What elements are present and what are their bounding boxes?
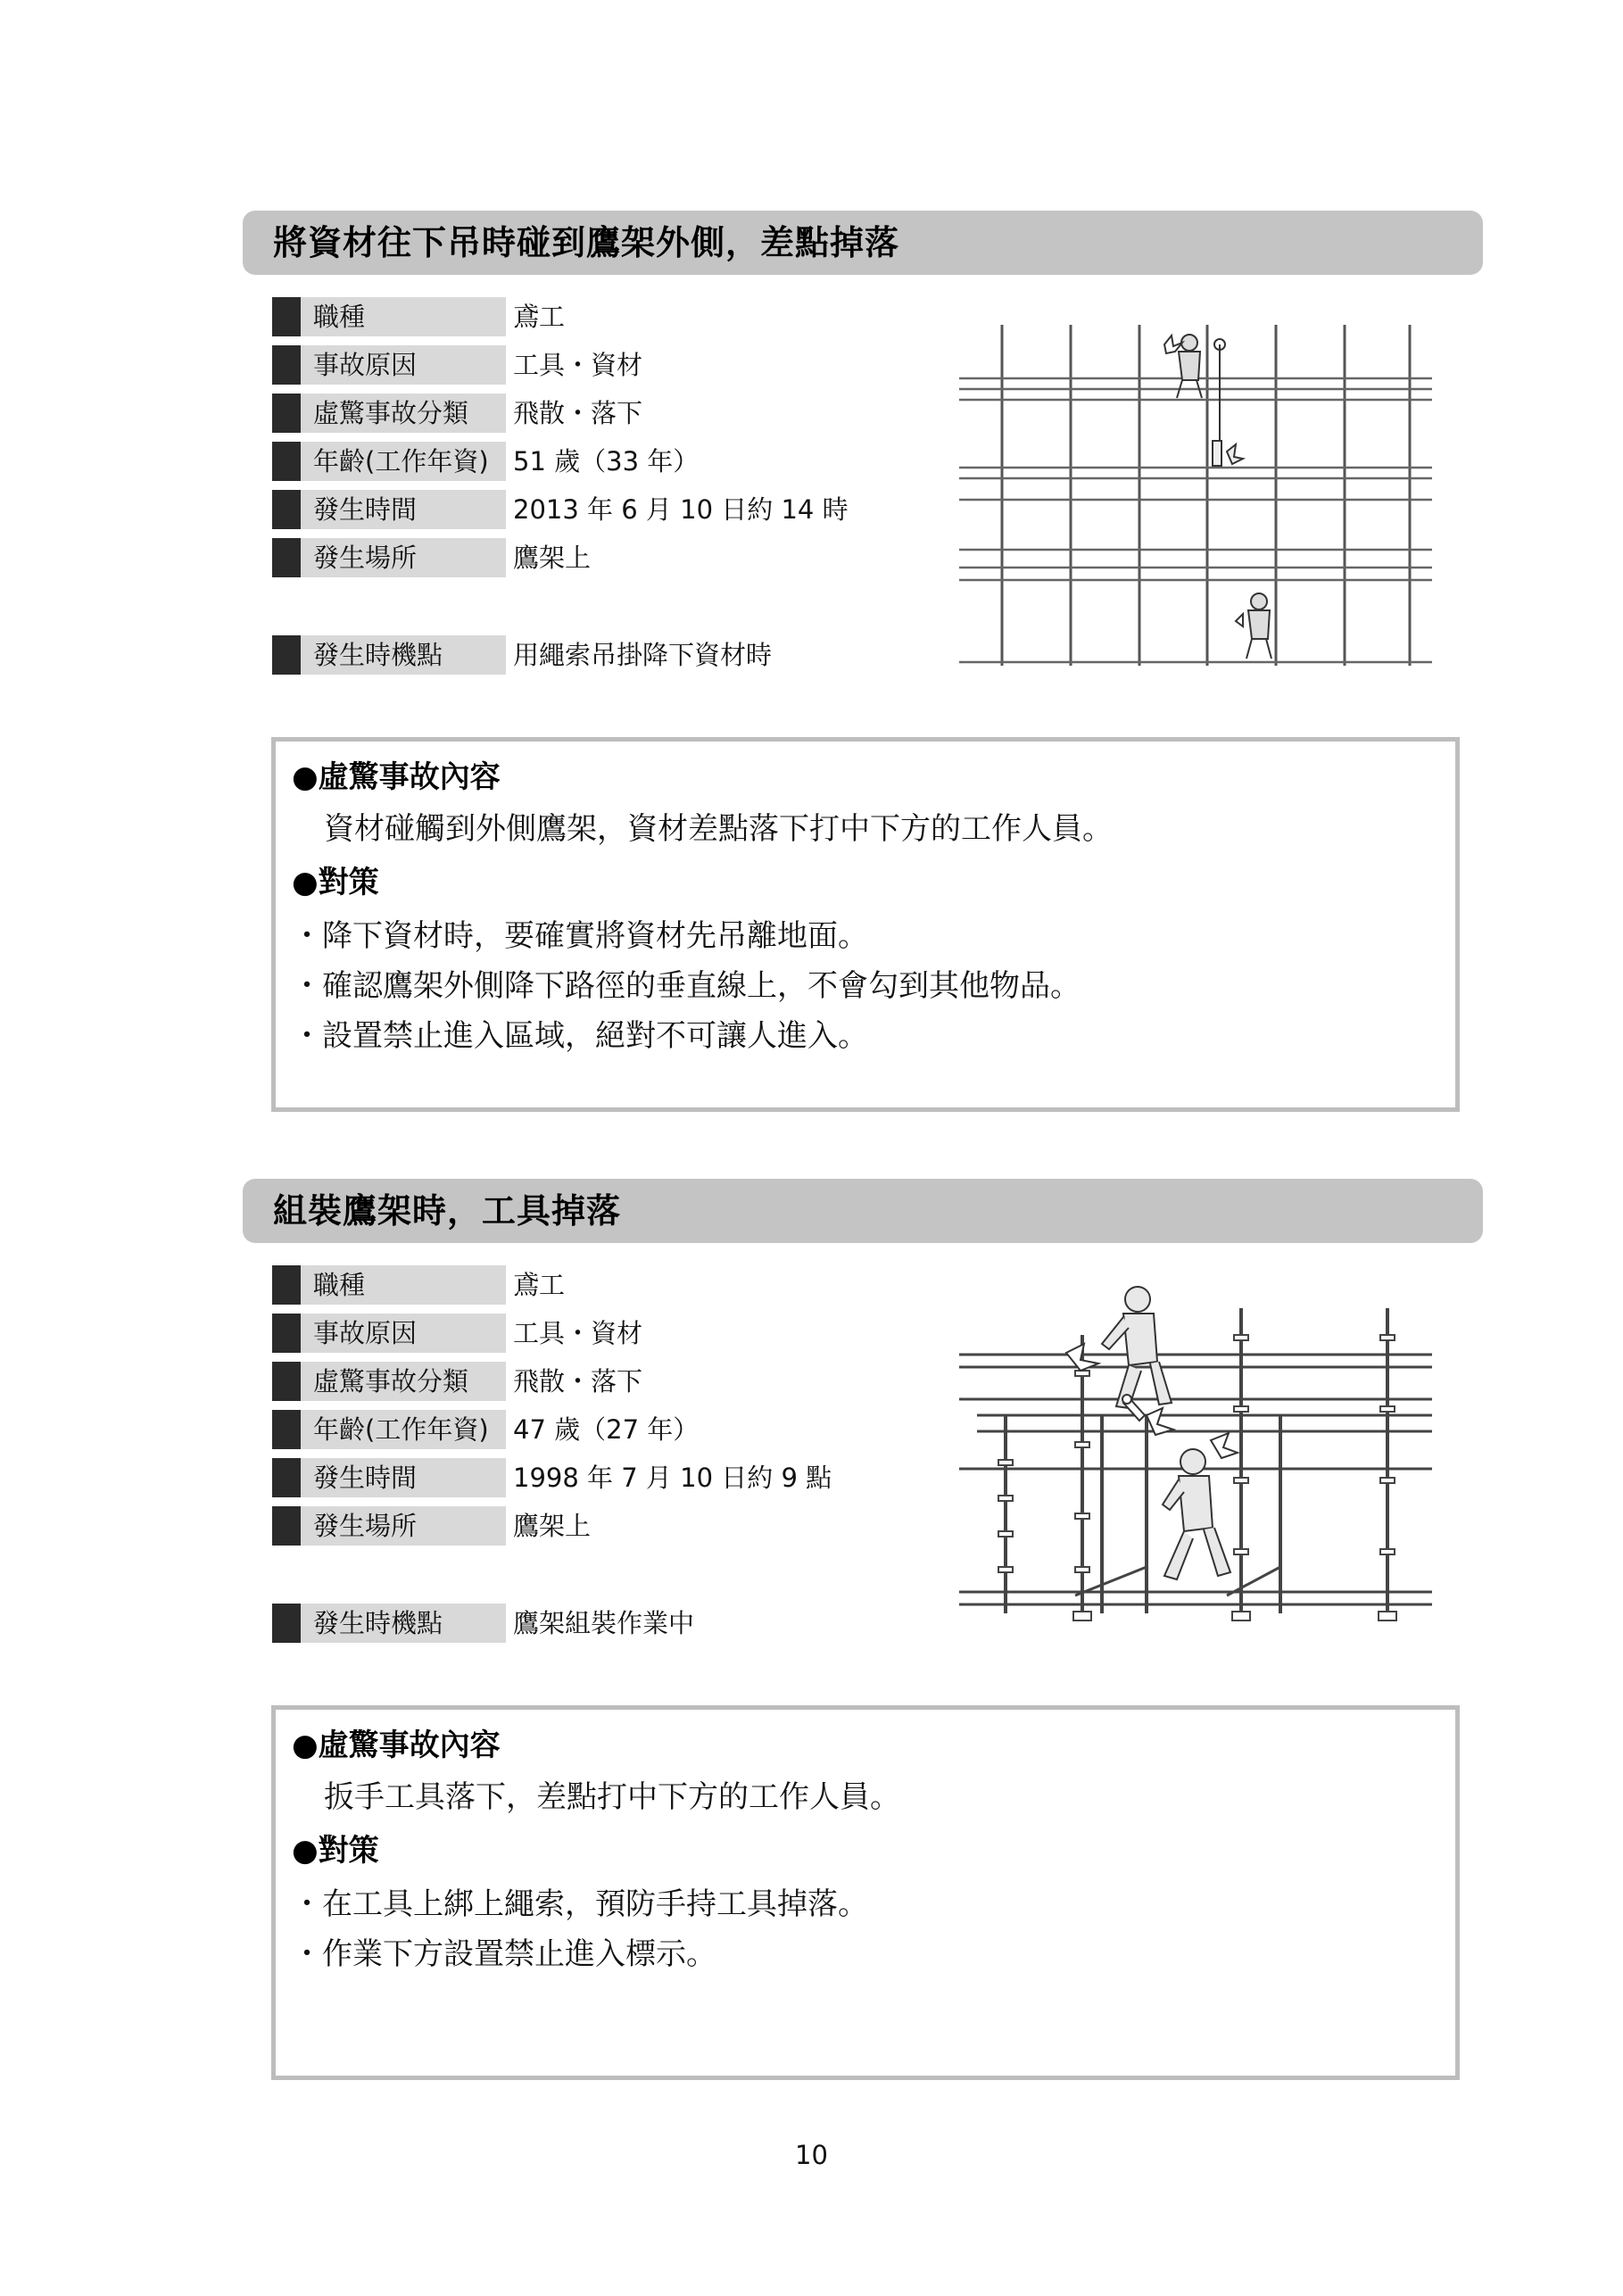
row-marker [272,490,301,529]
info-label: 發生場所 [301,538,506,577]
content-text: 扳手工具落下，差點打中下方的工作人員。 [324,1779,900,1815]
measure-item: ・作業下方設置禁止進入標示。 [292,1936,716,1972]
info-row-timing [272,1604,897,1643]
info-value: 鷹架上 [513,543,592,573]
info-value: 工具・資材 [513,1318,643,1348]
case-title-bar [243,211,1483,275]
info-value: 鳶工 [513,302,566,332]
info-label: 發生時間 [301,490,506,529]
info-label: 年齡(工作年資) [301,442,506,481]
info-row-cause [272,345,897,385]
content-heading: ●虛驚事故內容 [292,1728,501,1763]
measure-item: ・確認鷹架外側降下路徑的垂直線上，不會勾到其他物品。 [292,968,1081,1004]
case-title: 將資材往下吊時碰到鷹架外側，差點掉落 [273,223,900,262]
info-value: 飛散・落下 [513,398,643,428]
info-value: 鷹架上 [513,1511,592,1541]
case-1-details-box [271,737,1460,1112]
info-row-category [272,1362,897,1401]
info-label: 事故原因 [301,345,506,385]
row-marker [272,1265,301,1305]
info-value: 鳶工 [513,1270,566,1300]
info-row-place [272,538,897,577]
measures-heading: ●對策 [292,1833,379,1869]
row-marker [272,635,301,675]
row-marker [272,1362,301,1401]
info-label: 虛驚事故分類 [301,1362,506,1401]
info-value: 飛散・落下 [513,1366,643,1397]
measures-heading: ●對策 [292,865,379,900]
case-2-details-box [271,1705,1460,2080]
info-label: 年齡(工作年資) [301,1410,506,1449]
info-value: 用繩索吊掛降下資材時 [513,640,773,670]
content-heading: ●虛驚事故內容 [292,759,501,795]
info-row-time [272,1458,897,1497]
scaffold-dropped-wrench-illustration [959,1281,1432,1629]
page-number: 10 [795,2140,828,2170]
row-marker [272,1604,301,1643]
info-label: 職種 [301,297,506,336]
info-label: 發生時機點 [301,635,506,675]
row-marker [272,1458,301,1497]
row-marker [272,1410,301,1449]
info-row-job [272,297,897,336]
info-label: 虛驚事故分類 [301,394,506,433]
info-row-time [272,490,897,529]
row-marker [272,345,301,385]
info-value: 1998 年 7 月 10 日約 9 點 [513,1463,832,1493]
case-title-bar [243,1179,1483,1243]
info-label: 發生場所 [301,1506,506,1546]
info-value: 51 歲（33 年） [513,446,700,477]
info-value: 47 歲（27 年） [513,1414,700,1445]
row-marker [272,538,301,577]
info-label: 事故原因 [301,1314,506,1353]
row-marker [272,1314,301,1353]
info-row-age [272,442,897,481]
info-label: 職種 [301,1265,506,1305]
info-value: 鷹架組裝作業中 [513,1608,695,1638]
info-row-place [272,1506,897,1546]
measure-item: ・在工具上綁上繩索，預防手持工具掉落。 [292,1886,868,1922]
info-row-job [272,1265,897,1305]
info-value: 工具・資材 [513,350,643,380]
info-value: 2013 年 6 月 10 日約 14 時 [513,494,849,525]
info-label: 發生時機點 [301,1604,506,1643]
content-text: 資材碰觸到外側鷹架，資材差點落下打中下方的工作人員。 [324,811,1113,847]
row-marker [272,1506,301,1546]
row-marker [272,297,301,336]
info-row-age [272,1410,897,1449]
row-marker [272,394,301,433]
scaffold-falling-material-illustration [959,318,1432,671]
measure-item: ・降下資材時，要確實將資材先吊離地面。 [292,918,868,954]
info-row-timing [272,635,897,675]
info-row-category [272,394,897,433]
info-label: 發生時間 [301,1458,506,1497]
case-title: 組裝鷹架時，工具掉落 [273,1191,622,1231]
row-marker [272,442,301,481]
measure-item: ・設置禁止進入區域，絕對不可讓人進入。 [292,1018,868,1054]
info-row-cause [272,1314,897,1353]
